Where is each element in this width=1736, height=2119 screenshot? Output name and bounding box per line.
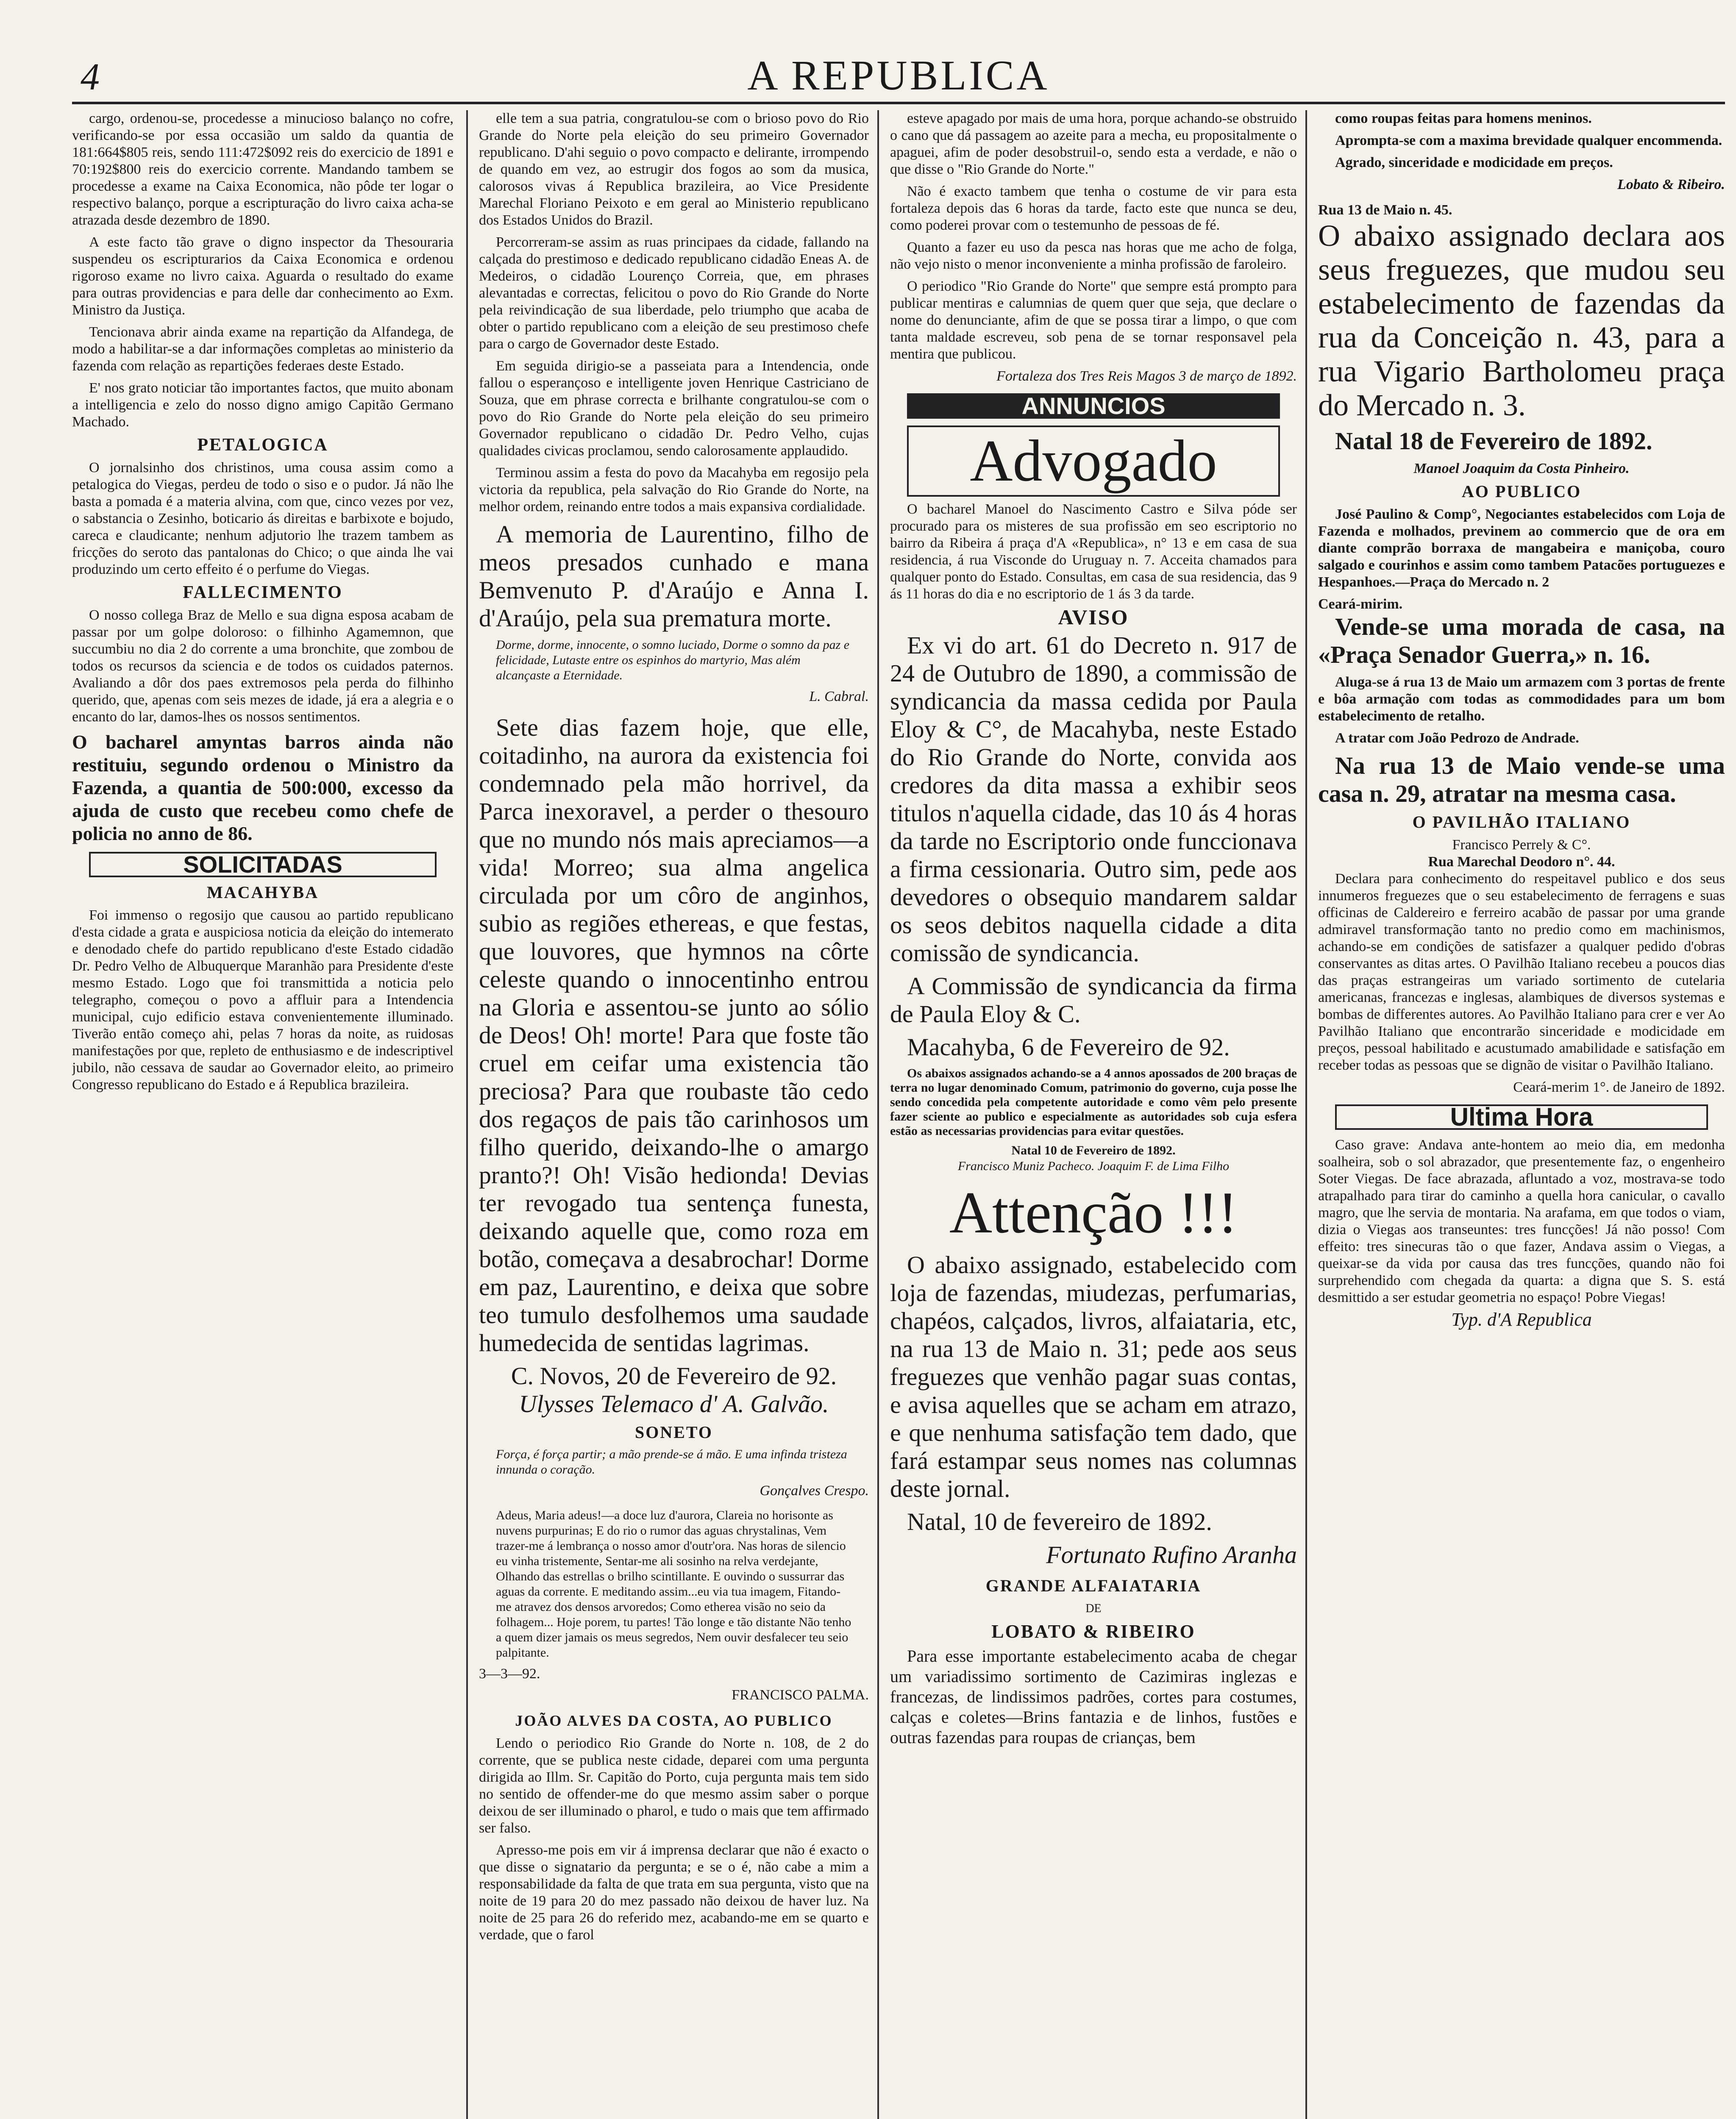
column-3 xyxy=(890,110,1297,2119)
joao-text-2: Apresso-me pois em vir á imprensa declarar que não é exacto o que disse o signatario da pergunta; e se o é, não cabe a mim a responsabilidade da falta de que trata em sua pergunta, visto que na noite de 19 para 20 do mez passado não deixou de haver luz. Na noite de 25 para 26 do referido mez, acabando-me em se quarto e verdade, que o farol xyxy=(479,1842,869,1943)
vende-2: Na rua 13 de Maio vende-se uma casa n. 29, atratar na mesma casa. xyxy=(1318,752,1725,807)
col3-intro: esteve apagado por mais de uma hora, porque achando-se obstruido o cano que dá passagem ao azeite para a mecha, eu propositalmente o apaguei, afim de poder desobstruil-o, sendo esta a verdade, e não o que disse o "Rio Grande do Norte." xyxy=(890,111,1297,177)
column-divider xyxy=(1305,110,1307,2119)
pavilhao-text: Declara para conhecimento do respeitavel publico e dos seus innumeros freguezes que o seu estabelecimento de ferragens e suas officinas de Caldereiro e ferreiro acabão de passar por uma grande admiravel transformação tanto no predio como em machinismos, achando-se em condições de satisfazer a qualquer pedido d'obras conservantes as ditas artes. O Pavilhão Italiano recebeu a poucos dias das praças estrangeiras um variado sortimento de cutelaria americanas, francezas e inglesas, alambiques de diversos systemas e bombas de differentes autores. Ao Pavilhão Italiano para crer e ver Ao Pavilhão Italiano que encontrarão sinceridade e modicidade em preços, pessoal habilitado e acustumado amabilidade e satisfação em receber todas as pessoas que se dignão de visitar o Pavilhão Italiano. xyxy=(1318,871,1725,1073)
aopublico-place: Ceará-mirim. xyxy=(1318,596,1403,612)
macahyba-text: Foi immenso o regosijo que causou ao partido republicano d'esta cidade a grata e auspiciosa noticia da eleição do intemerato e denodado chefe do partido republicano d'este Estado cidadão Dr. Pedro Velho de Albuquerque Maranhão para Presidente d'este mesmo Estado. Logo que foi transmittida a noticia pelo telegrapho, começou o povo a affluir para a Intendencia municipal, cujo edificio estava convenientemente illuminado. Tiverão então começo ahi, pelas 7 horas da noite, as ruidosas manifestações por que, repleto de enthusiasmo e de indescriptivel jubilo, não cessava de saudar ao Governador eleito, ao primeiro Congresso republicano do Estado e á Republica brazileira. xyxy=(72,907,453,1093)
soneto-signature: FRANCISCO PALMA. xyxy=(732,1687,869,1703)
aviso-heading: AVISO xyxy=(1058,605,1129,629)
small-notice-signatures: Francisco Muniz Pacheco. Joaquim F. de Lima Filho xyxy=(957,1159,1230,1173)
bold-notice: O bacharel amyntas barros ainda não restituiu, segundo ordenou o Ministro da Fazenda, a quantia de 500:000, excesso da ajuda de custo que recebeu como chefe de policia no anno de 86. xyxy=(72,731,453,844)
small-notice-date: Natal 10 de Fevereiro de 1892. xyxy=(1011,1143,1176,1157)
vende-1: Vende-se uma morada de casa, na «Praça Senador Guerra,» n. 16. xyxy=(1318,613,1725,668)
aluga-text: Aluga-se á rua 13 de Maio um armazem com 3 portas de frente e bôa armação com todas as commodidades para um bom estabelecimento de retalho. xyxy=(1318,674,1725,724)
memoria-poem-signature: L. Cabral. xyxy=(809,689,869,704)
aopublico-heading: AO PUBLICO xyxy=(1461,482,1582,501)
advogado-heading: Advogado xyxy=(907,425,1280,497)
aviso-date: Macahyba, 6 de Fevereiro de 92. xyxy=(907,1033,1230,1061)
soneto-heading: SONETO xyxy=(635,1423,713,1442)
alfaiataria-text: Para esse importante estabelecimento acaba de chegar um variadissimo sortimento de Cazimiras inglezas e francezas, de lindissimos padrões, cortes para costumes, calças e coletes—Brins fantazia e de linhos, fustões e outras fazendas para roupas de crianças, bem xyxy=(890,1646,1297,1747)
column-1 xyxy=(72,110,453,2119)
col4-address: Rua 13 de Maio n. 45. xyxy=(1318,202,1452,218)
col1-intro: cargo, ordenou-se, procedesse a minucioso balanço no cofre, verificando-se por essa occasião um saldo da quantia de 181:664$805 reis, sendo 111:472$092 reis do exercicio de 1891 e 70:192$800 reis do exercicio corrente. Mandando tambem se procedesse a exame na Caixa Economica, não pôde ter logar o respectivo balanço, porque a escripturação do livro caixa acha-se atrazada desde dezembro de 1890. xyxy=(72,111,453,228)
soneto-epigraph-signature: Gonçalves Crespo. xyxy=(760,1483,869,1499)
col2-intro: elle tem a sua patria, congratulou-se com o brioso povo do Rio Grande do Norte pela eleição do seu primeiro Governador republicano. D'ahi seguio o povo compacto e delirante, irrompendo de quando em vez, ao estrugir dos fogos ao som da musica, calorosos vivas á Republica brazileira, ao Vice Presidente Marechal Floriano Peixoto e em geral ao Ministerio republicano dos Estados Unidos do Brazil. xyxy=(479,111,869,228)
joao-heading: JOÃO ALVES DA COSTA, AO PUBLICO xyxy=(515,1712,833,1729)
col2-p3: Em seguida dirigio-se a passeiata para a Intendencia, onde fallou o esperançoso e intelligente joven Henrique Castriciano de Souza, que em phrase correcta e brilhante congratulou-se com o povo do Rio Grande do Norte pela eleição do seu primeiro Governador republicano o cidadão Dr. Pedro Velho, cujas qualidades civicas proclamou, sendo calorosamente applaudido. xyxy=(479,358,869,459)
column-4 xyxy=(1318,110,1725,2119)
advogado-text: O bacharel Manoel do Nascimento Castro e Silva póde ser procurado para os misteres de sua profissão em seo escriptorio no bairro da Ribeira á praça d'A «Republica», n° 13 e em casa de sua residencia, á rua Visconde do Uruguay n. 7. Acceita chamados para qualquer ponto do Estado. Consultas, em casa de sua residencia, das 9 ás 11 horas do dia e no escriptorio de 1 ás 3 da tarde. xyxy=(890,501,1297,602)
col4-p2: Aprompta-se com a maxima brevidade qualquer encommenda. xyxy=(1335,133,1722,148)
col3-p4: O periodico "Rio Grande do Norte" que sempre está prompto para publicar mentiras e calumnias de quem quer que seja, que declare o nome do denunciante, afim de que se possa tirar a limpo, o que com tanta maldade escreveu, sob pena de se tornar responsavel pela mentira que publicou. xyxy=(890,278,1297,362)
masthead: A REPUBLICA xyxy=(747,52,1050,99)
attencao-signature: Fortunato Rufino Aranha xyxy=(1046,1541,1297,1568)
col2-p4: Terminou assim a festa do povo da Macahyba em regosijo pela victoria da republica, pela salvação do Rio Grande do Norte, na melhor ordem, reinando entre todos a mais expansiva cordialidade. xyxy=(479,465,869,514)
soneto-epigraph: Força, é força partir; a mão prende-se á mão. E uma infinda tristeza innunda o coração. xyxy=(496,1447,847,1477)
col3-p2: Não é exacto tambem que tenha o costume de vir para esta fortaleza depois das 6 horas da tarde, facto este que nunca se deu, como poderei provar com o testemunho de pessoas de fé. xyxy=(890,184,1297,233)
alfaiataria-heading: GRANDE ALFAIATARIA xyxy=(985,1576,1202,1595)
memoria-heading: A memoria de Laurentino, filho de meos presados cunhado e mana Bemvenuto P. d'Araújo e Anna I. d'Araújo, pela sua prematura morte. xyxy=(479,520,869,632)
solicitadas-heading: SOLICITADAS xyxy=(89,852,437,877)
col3-date: Fortaleza dos Tres Reis Magos 3 de março de 1892. xyxy=(996,368,1297,384)
memoria-text: Sete dias fazem hoje, que elle, coitadinho, na aurora da existencia foi condemnado pela mão horrivel, da Parca inexoravel, a perder o thesouro que no mundo nós mais apreciamos—a vida! Morreo; sua alma angelica circulada por um côro de anginhos, subio as regiões ethereas, e que festas, que louvores, que hymnos na côrte celeste quando o innocentinho entrou na Gloria e assentou-se junto ao sólio de Deos! Oh! morte! Para que foste tão cruel em ceifar uma existencia tão preciosa? Para que roubaste tão cedo dos regaços de pais tão carinhosos um filho querido, deixando-lhe o amargo pranto?! Oh! Visão hedionda! Devias ter revogado tua sentença funesta, deixando aquelle que, como roza em botão, começava a desabrochar! Dorme em paz, Laurentino, e deixa que sobre teo tumulo desfolhemos uma saudade humedecida de sentidas lagrimas. xyxy=(479,714,869,1357)
memoria-signature: Ulysses Telemaco d' A. Galvão. xyxy=(519,1390,829,1418)
soneto-text: Adeus, Maria adeus!—a doce luz d'aurora, Clareia no horisonte as nuvens purpurinas; E do rio o rumor das aguas chrystalinas, Vem trazer-me á lembrança o nosso amor d'outr'ora. Nas horas de silencio eu vinha tristemente, Sentar-me ali sosinho na relva verdejante, Olhando das estrellas o brilho scintillante. E ouvindo o sussurrar das aguas da corrente. E meditando assim...eu via tua imagem, Fitando-me atravez dos densos arvoredos; Como etherea visão no seio da folhagem... Hoje porem, tu partes! Tão longe e tão distante Não tenho a quem dizer jamais os meus segredos, Nem ouvir desfalecer teu seio palpitante. xyxy=(496,1508,851,1660)
col4-intro: como roupas feitas para homens meninos. xyxy=(1335,111,1592,126)
aluga-text-2: A tratar com João Pedrozo de Andrade. xyxy=(1335,730,1579,746)
aviso-signature: A Commissão de syndicancia da firma de Paula Eloy & C. xyxy=(890,972,1297,1028)
column-divider xyxy=(466,110,468,2119)
page-number: 4 xyxy=(81,56,100,98)
joao-text: Lendo o periodico Rio Grande do Norte n. 108, de 2 do corrente, que se publica neste cidade, deparei com uma pergunta dirigida ao Illm. Sr. Capitão do Porto, cuja pergunta mais tem sido no sentido de offender-me do que mesmo assim saber o porque deixou de ser illuminado o pharol, e tudo o mais que tem affirmado ser falso. xyxy=(479,1735,869,1836)
macahyba-heading: MACAHYBA xyxy=(207,883,319,902)
petalogica-text: O jornalsinho dos christinos, uma cousa assim como a petalogica do Viegas, perdeu de todo o siso e o pudor. Já não lhe basta a pomada é a materia alvina, com que, cinco vezes por vez, o sabstancia o Zesinho, boticario ás direitas e barbixote e bojudo, careca e claudicante; nenhum adjutorio lhe trazem tambem as fricções do seroto das pantalonas do Chico; o que ainda lhe vai produzindo um certo effeito é o perfume do Viegas. xyxy=(72,460,453,577)
soneto-date: 3—3—92. xyxy=(479,1666,540,1682)
column-divider xyxy=(877,110,879,2119)
small-notice: Os abaixos assignados achando-se a 4 annos apossados de 200 braças de terra no lugar denominado Comum, patrimonio do governo, cuja posse lhe sendo concedida pela competente autoridade e como vêm pelo presente fazer sciente ao publico e especialmente as autoridades sob cuja esfera estão as necessarias providencias para evitar questões. xyxy=(890,1066,1297,1138)
pavilhao-heading: O PAVILHÃO ITALIANO xyxy=(1412,812,1631,831)
col4-p3: Agrado, sinceridade e modicidade em preços. xyxy=(1335,155,1613,170)
pavilhao-date: Ceará-merim 1°. de Janeiro de 1892. xyxy=(1513,1079,1725,1095)
attencao-date: Natal, 10 de fevereiro de 1892. xyxy=(907,1508,1212,1535)
abaixo-date: Natal 18 de Fevereiro de 1892. xyxy=(1335,427,1653,455)
aopublico-text: José Paulino & Comp°, Negociantes estabelecidos com Loja de Fazenda e molhados, previnem ao commercio que de ora em diante comprão borraxa de mangabeira e maniçoba, couro salgado e courinhos e assim como tambem Patacões portuguezes e Hespanhoes.—Praça do Mercado n. 2 xyxy=(1318,506,1725,590)
alfaiataria-de: DE xyxy=(1085,1602,1102,1615)
col4-signature: Lobato & Ribeiro. xyxy=(1617,177,1725,192)
col1-p2: A este facto tão grave o digno inspector da Thesouraria suspendeu os escripturarios da Caixa Economica e ordenou rigoroso exame no livro caixa. Aguarda o resultado do exame para outras providencias e para delle dar conhecimento ao Exm. Ministro da Justiça. xyxy=(72,234,453,318)
annuncios-heading: ANNUNCIOS xyxy=(907,393,1280,419)
fallecimento-text: O nosso collega Braz de Mello e sua digna esposa acabam de passar por um golpe doloroso: o filhinho Agamemnon, que succumbiu no dia 2 do corrente a uma bronchite, que zombou de todos os recursos da sciencia e de todos os cuidados paternos. Avaliando a dôr dos paes extremosos pela perda do filhinho querido, que, apenas com seis mezes de idade, já era a alegria e o encanto do lar, damos-lhes os nossos sentimentos. xyxy=(72,607,453,725)
col3-p3: Quanto a fazer eu uso da pesca nas horas que me acho de folga, não vejo nisto o menor inconveniente a minha profissão de faroleiro. xyxy=(890,239,1297,272)
typography-credit: Typ. d'A Republica xyxy=(1451,1309,1592,1330)
attencao-text: O abaixo assignado, estabelecido com loja de fazendas, miudezas, perfumarias, chapéos, calçados, livros, alfaiataria, etc, na rua 13 de Maio n. 31; pede aos seus freguezes que venhão pagar suas contas, e avisa aquelles que se acham em atrazo, e que nenhuma satisfação tem dado, que fará estampar seus nomes nas columnas deste jornal. xyxy=(890,1251,1297,1502)
memoria-poem: Dorme, dorme, innocente, o somno luciado, Dorme o somno da paz e felicidade, Lutaste entre os espinhos do martyrio, Mas além alcançaste a Eternidade. xyxy=(496,638,850,682)
alfaiataria-firm: LOBATO & RIBEIRO xyxy=(991,1621,1196,1642)
col1-p3: Tencionava abrir ainda exame na repartição da Alfandega, de modo a habilitar-se a dar informações completas ao ministerio da fazenda com relação as repartições federaes deste Estado. xyxy=(72,324,453,374)
aviso-text: Ex vi do art. 61 do Decreto n. 917 de 24 de Outubro de 1890, a commissão de syndicancia da massa cedida por Paula Eloy & C°, de Macahyba, neste Estado do Rio Grande do Norte, convida aos credores da dita massa a exhibir seos titulos n'aquella cidade, das 10 ás 4 horas da tarde no Escriptorio onde funccionava a firma cessionaria. Outro sim, pede aos devedores o obsequio mandarem saldar os seos debitos naquella cidade a dita comissão de syndicancia. xyxy=(890,631,1297,967)
pavilhao-owner: Francisco Perrely & C°. xyxy=(1452,837,1591,853)
page-header xyxy=(72,51,1725,104)
fallecimento-heading: FALLECIMENTO xyxy=(183,583,343,602)
col1-p4: E' nos grato noticiar tão importantes factos, que muito abonam a intelligencia e zelo do nosso digno amigo Capitão Germano Machado. xyxy=(72,380,453,430)
attencao-heading: Attenção !!! xyxy=(949,1180,1238,1246)
pavilhao-address: Rua Marechal Deodoro n°. 44. xyxy=(1428,854,1615,870)
newspaper-page xyxy=(72,51,1725,2119)
ultima-hora-text: Caso grave: Andava ante-hontem ao meio dia, em medonha soalheira, sob o sol abrazador, que presentemente faz, o engenheiro Soter Viegas. De face abrazada, afluntado a voz, mostrava-se todo atrapalhado para tirar do caminho a quella hora canicular, o cavallo magro, que lhe servia de montaria. Na arafama, em que todos o viam, dizia o Viegas aos transeuntes: tres funcções! Já não posso! Com effeito: tres sinecuras tão o que fazer, Andava assim o Viegas, a queixar-se da vida por causa das tres funcções, quando não foi surprehendido com chegada da quarta: a digna que S. S. está desmittido a ser estudar geometria no espaço! Pobre Viegas! xyxy=(1318,1137,1725,1305)
col2-p2: Percorreram-se assim as ruas principaes da cidade, fallando na calçada do prestimoso e dedicado republicano cidadão Eneas A. de Medeiros, o cidadão Lourenço Correia, que, em phrases alevantadas e correctas, felicitou o povo do Rio Grande do Norte pela reivindicação de sua liberdade, pelo triumpho que acaba de obter o partido republicano com a eleição de seu prestimoso chefe para o cargo de Governador deste Estado. xyxy=(479,234,869,352)
abaixo-signature: Manoel Joaquim da Costa Pinheiro. xyxy=(1413,461,1630,476)
ultima-hora-heading: Ultima Hora xyxy=(1335,1104,1708,1130)
petalogica-heading: PETALOGICA xyxy=(197,435,328,455)
abaixo-text: O abaixo assignado declara aos seus freguezes, que mudou seu estabelecimento de fazendas da rua da Conceição n. 43, para a rua Vigario Bartholomeu praça do Mercado n. 3. xyxy=(1318,219,1725,422)
column-2 xyxy=(479,110,869,2119)
memoria-date: C. Novos, 20 de Fevereiro de 92. xyxy=(511,1362,837,1390)
